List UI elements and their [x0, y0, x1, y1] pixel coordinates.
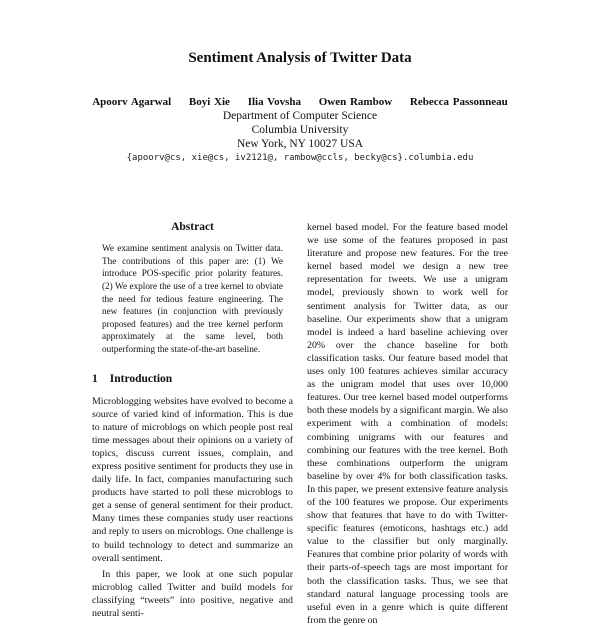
author-name: Ilia Vovsha — [247, 96, 301, 108]
author-name: Apoorv Agarwal — [92, 96, 172, 108]
author-list — [0, 96, 600, 108]
intro-paragraph: In this paper, we look at one such popular microblog called Twitter and build models for classifying “tweets” into positive, negative and neutral senti- — [92, 568, 293, 620]
left-column — [92, 221, 293, 620]
affiliation-location: New York, NY 10027 USA — [236, 138, 364, 150]
section-number: 1 — [92, 372, 98, 385]
author-name: Owen Rambow — [318, 96, 393, 108]
author-name: Rebecca Passonneau — [409, 96, 508, 108]
intro-paragraph: Microblogging websites have evolved to become a source of varied kind of information. This is due to nature of microblogs on which people post real time messages about their opinions on a variety of topics, discuss current issues, complain, and express positive sentiment for products they use in daily life. In fact, companies manufacturing such products have started to poll these microblogs to get a sense of general sentiment for their product. Many times these companies study user reactions and reply to users on microblogs. One challenge is to build technology to detect and summarize an overall sentiment. — [92, 395, 293, 564]
affiliation-department: Department of Computer Science — [222, 110, 378, 122]
author-emails: {apoorv@cs, xie@cs, iv2121@, rambow@ccls, becky@cs}.columbia.edu — [126, 153, 474, 163]
author-name: Boyi Xie — [188, 96, 230, 108]
abstract-text: We examine sentiment analysis on Twitter data. The contributions of this paper are: (1) We introduce POS-specific prior polarity features. (2) We explore the use of a tree kernel to obviate the need for tedious feature engineering. The new features (in conjunction with previously proposed features) and the tree kernel perform approximately at the same level, both outperforming the state-of-the-art baseline. — [102, 243, 283, 354]
abstract-heading: Abstract — [171, 221, 214, 233]
right-column — [307, 221, 508, 627]
section-title: Introduction — [109, 372, 173, 385]
paper-title: Sentiment Analysis of Twitter Data — [188, 50, 412, 66]
body-paragraph: kernel based model. For the feature based model we use some of the features proposed in past literature and propose new features. For the tree kernel based model we design a new tree representation for tweets. We use a unigram model, previously shown to work well for sentiment analysis for Twitter data, as our baseline. Our experiments show that a unigram model is indeed a hard baseline achieving over 20% over the chance baseline for both classification tasks. Our feature based model that uses only 100 features achieves similar accuracy as the unigram model that uses over 10,000 features. Our tree kernel based model outperforms both these models by a significant margin. We also experiment with a combination of models: combining unigrams with our features and combining our features with the tree kernel. Both these combinations outperform the unigram baseline by over 4% for both classification tasks. In this paper, we present extensive feature analysis of the 100 features we propose. Our experiments show that features that have to do with Twitter-specific features (emoticons, hashtags etc.) add value to the classifier but only marginally. Features that combine prior polarity of words with their parts-of-speech tags are most important for both the classification tasks. Thus, we see that standard natural language processing tools are useful even in a genre which is quite different from the genre on — [307, 222, 508, 626]
abstract-section — [92, 221, 293, 356]
affiliation-university: Columbia University — [251, 124, 349, 136]
section-heading — [92, 373, 293, 385]
